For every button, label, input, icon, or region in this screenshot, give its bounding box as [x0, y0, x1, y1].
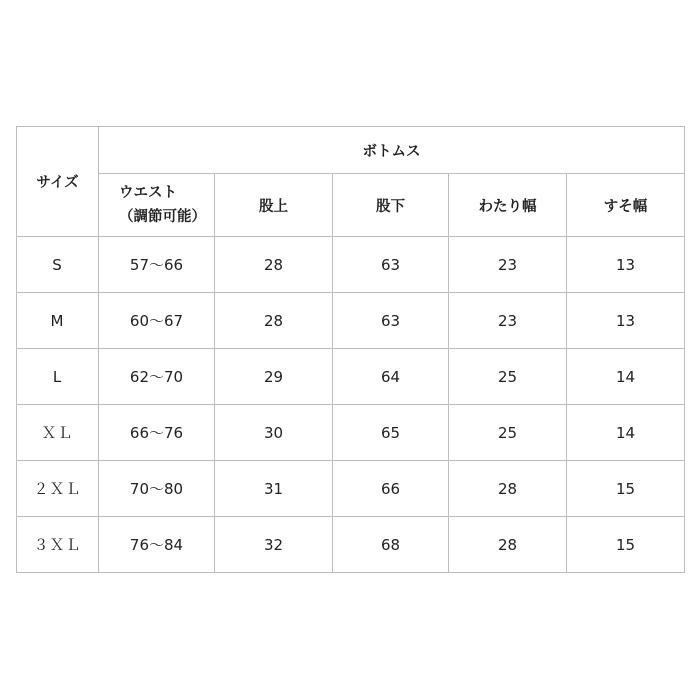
rise-cell: 31	[215, 461, 333, 517]
waist-column-header	[99, 174, 215, 237]
table-row	[17, 405, 685, 461]
size-cell: ＸＬ	[17, 405, 99, 461]
inseam-cell: 64	[333, 349, 449, 405]
table-row	[17, 517, 685, 573]
hem-cell: 14	[567, 349, 685, 405]
rise-cell: 28	[215, 293, 333, 349]
size-column-header: サイズ	[17, 127, 99, 237]
thigh-cell: 23	[449, 237, 567, 293]
hem-cell: 15	[567, 517, 685, 573]
waist-cell: 60〜67	[99, 293, 215, 349]
waist-cell: 57〜66	[99, 237, 215, 293]
inseam-cell: 63	[333, 237, 449, 293]
rise-cell: 32	[215, 517, 333, 573]
rise-cell: 30	[215, 405, 333, 461]
hem-cell: 14	[567, 405, 685, 461]
inseam-cell: 68	[333, 517, 449, 573]
size-chart-table	[16, 126, 685, 573]
thigh-cell: 23	[449, 293, 567, 349]
waist-cell: 76〜84	[99, 517, 215, 573]
size-cell: S	[17, 237, 99, 293]
size-cell: L	[17, 349, 99, 405]
hem-cell: 15	[567, 461, 685, 517]
hem-cell: 13	[567, 237, 685, 293]
size-cell: ２ＸＬ	[17, 461, 99, 517]
thigh-cell: 25	[449, 349, 567, 405]
table-row	[17, 461, 685, 517]
inseam-column-header: 股下	[333, 174, 449, 237]
waist-cell: 66〜76	[99, 405, 215, 461]
thigh-cell: 25	[449, 405, 567, 461]
inseam-cell: 66	[333, 461, 449, 517]
header-row-group	[17, 127, 685, 174]
inseam-cell: 63	[333, 293, 449, 349]
header-row-columns	[17, 174, 685, 237]
rise-cell: 29	[215, 349, 333, 405]
table-row	[17, 237, 685, 293]
hem-cell: 13	[567, 293, 685, 349]
table-row	[17, 349, 685, 405]
inseam-cell: 65	[333, 405, 449, 461]
waist-cell: 62〜70	[99, 349, 215, 405]
waist-header-line2: （調節可能）	[119, 209, 206, 225]
rise-cell: 28	[215, 237, 333, 293]
rise-column-header: 股上	[215, 174, 333, 237]
thigh-cell: 28	[449, 461, 567, 517]
size-cell: ３ＸＬ	[17, 517, 99, 573]
hem-column-header: すそ幅	[567, 174, 685, 237]
waist-header-line1: ウエスト	[119, 185, 177, 201]
bottoms-group-header: ボトムス	[99, 127, 685, 174]
size-cell: M	[17, 293, 99, 349]
thigh-column-header: わたり幅	[449, 174, 567, 237]
waist-cell: 70〜80	[99, 461, 215, 517]
thigh-cell: 28	[449, 517, 567, 573]
table-row	[17, 293, 685, 349]
